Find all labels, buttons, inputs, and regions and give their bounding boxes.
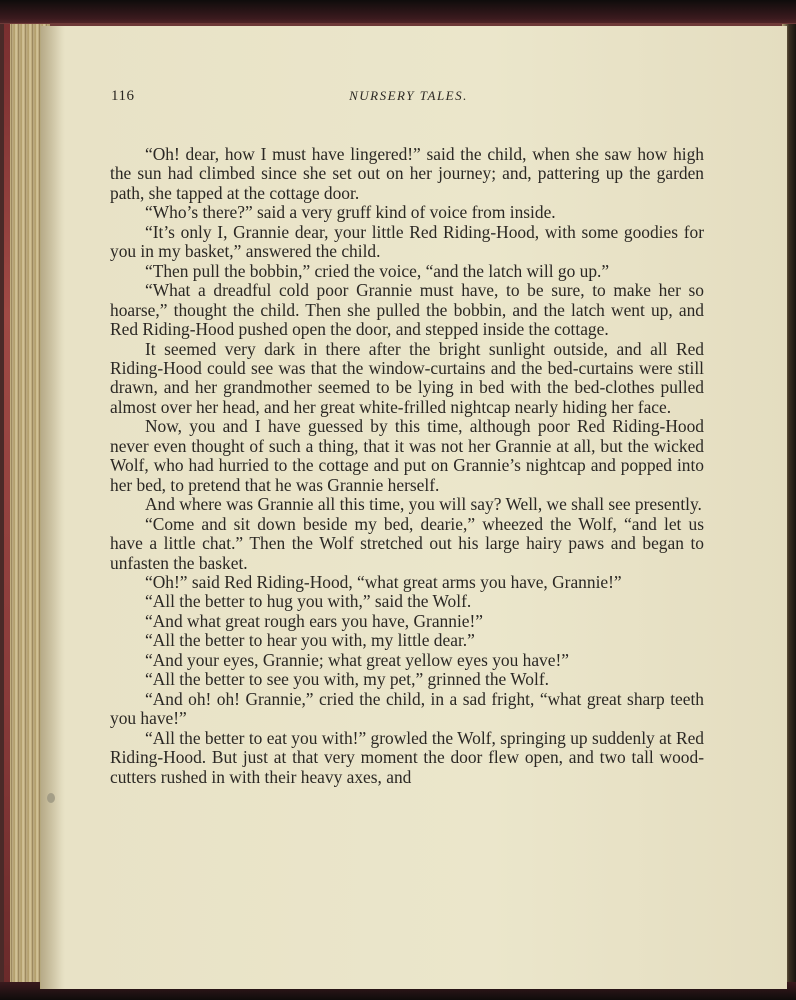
paragraph: “All the better to hear you with, my little dear.” [145,630,475,651]
paragraph: “And oh! oh! Grannie,” cried the child, in a sad fright, “what great sharp teeth you have!” [110,688,704,729]
paragraph: Now, you and I have guessed by this time, although poor Red Riding-Hood never even thought of such a thing, that it was not her Grannie at all, but the wicked Wolf, who had hurried to the cottage and put on Grannie’s nightcap and popped into her bed, to pretend that he was Grannie herself. [110,416,704,495]
paragraph: “Oh! dear, how I must have lingered!” said the child, when she saw how high the sun had climbed since she set out on her journey; and, pattering up the garden path, she tapped at the cottage door. [110,144,704,203]
paper-stain [47,793,55,803]
paragraph: “Who’s there?” said a very gruff kind of voice from inside. [145,202,556,223]
page-number: 116 [111,88,135,104]
paragraph: “It’s only I, Grannie dear, your little Red Riding-Hood, with some goodies for you in my basket,” answered the child. [110,221,704,262]
paragraph: “Then pull the bobbin,” cried the voice, “and the latch will go up.” [145,260,610,281]
paragraph: “And what great rough ears you have, Grannie!” [145,610,484,631]
running-head: NURSERY TALES. [349,88,468,103]
paragraph: “What a dreadful cold poor Grannie must have, to be sure, to make her so hoarse,” thought the child. Then she pulled the bobbin, and the latch went up, and Red Riding-Hood pushed open the door, and stepped inside the cottage. [110,280,704,340]
book-binding-top [0,0,796,26]
paragraph: “Oh!” said Red Riding-Hood, “what great arms you have, Grannie!” [145,571,622,592]
paragraph: It seemed very dark in there after the bright sunlight outside, and all Red Riding-Hood could see was that the window-curtains and the bed-curtains were still drawn, and her grandmother seemed to be lying in bed with the bed-clothes pulled almost over her head, and her great white-frilled nightcap nearly hiding her face. [110,338,704,417]
paragraph: “All the better to hug you with,” said the Wolf. [145,591,472,612]
paragraph: And where was Grannie all this time, you will say? Well, we shall see presently. [145,494,702,515]
paragraph: “All the better to see you with, my pet,” grinned the Wolf. [145,669,549,690]
binding-spine-edge [4,24,10,990]
paragraph: “And your eyes, Grannie; what great yellow eyes you have!” [145,649,569,670]
paragraph: “Come and sit down beside my bed, dearie,” wheezed the Wolf, “and let us have a little chat.” Then the Wolf stretched out his large hairy paws and began to unfasten the basket. [110,513,704,573]
paragraph: “All the better to eat you with!” growled the Wolf, springing up suddenly at Red Riding-Hood. But just at that very moment the door flew open, and two tall wood-cutters rushed in with their heavy axes, and [110,727,705,787]
body-text [110,145,704,787]
page-header [111,88,706,110]
